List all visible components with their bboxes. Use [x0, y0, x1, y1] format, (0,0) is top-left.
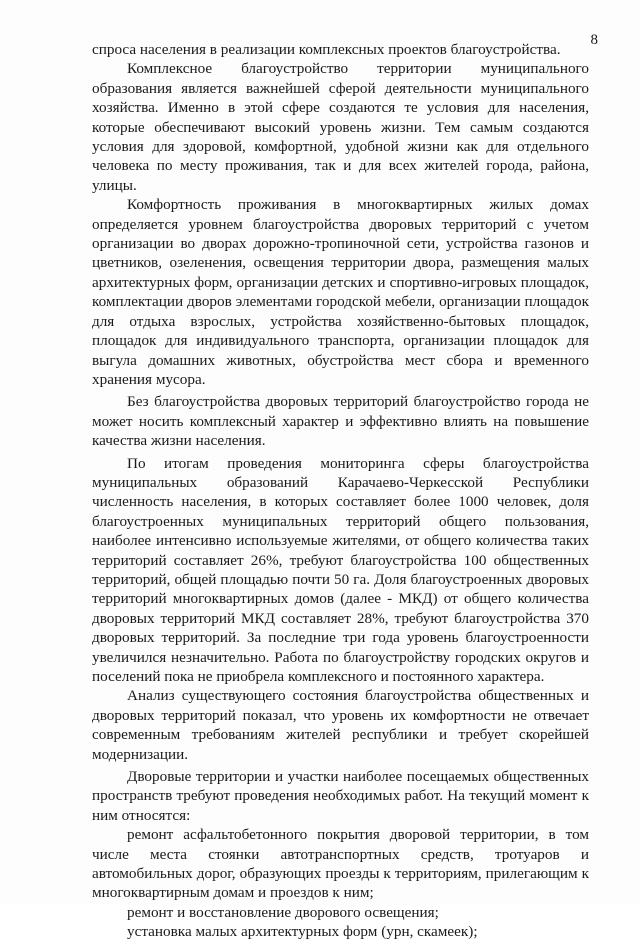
paragraph-5: По итогам проведения мониторинга сферы благоустройства муниципальных образований Карачаево-Черкесской Республики численность населения, в которых составляет более 1000 человек, доля благоустроенных муниципальных территорий общего пользования, наиболее интенсивно используемые жителями, от общего количества таких территорий составляет 26%, требуют благоустройства 100 общественных территорий, общей площадью почти 50 га. Доля благоустроенных дворовых территорий многоквартирных домов (далее - МКД) от общего количества дворовых территорий МКД составляет 28%, требуют благоустройства 370 дворовых территорий. За последние три года уровень благоустроенности увеличился незначительно. Работа по благоустройству городских округов и поселений пока не приобрела комплексного и постоянного характера. [92, 454, 589, 685]
paragraph-4: Без благоустройства дворовых территорий благоустройство города не может носить комплексный характер и эффективно влиять на повышение качества жизни населения. [92, 393, 589, 450]
list-item-2: ремонт и восстановление дворового освещения; [127, 903, 439, 921]
paragraph-1: спроса населения в реализации комплексных проектов благоустройства. [92, 41, 561, 58]
paragraph-7: Дворовые территории и участки наиболее посещаемых общественных пространств требуют проведения необходимых работ. На текущий момент к ним относятся: [92, 768, 589, 824]
paragraph-3: Комфортность проживания в многоквартирных жилых домах определяется уровнем благоустройства дворовых территорий с учетом организации во дворах дорожно-тропиночной сети, устройства газонов и цветников, озеленения, освещения территории двора, размещения малых архитектурных форм, организации детских и спортивно-игровых площадок, комплектации дворов элементами городской мебели, организации площадок для отдыха взрослых, устройства хозяйственно-бытовых площадок, площадок для индивидуального транспорта, организации площадок для выгула домашних животных, обустройства мест сбора и временного хранения мусора. [92, 196, 589, 388]
document-body [92, 40, 589, 942]
list-item-3: установка малых архитектурных форм (урн, скамеек); [127, 923, 478, 941]
page-number: 8 [590, 32, 598, 48]
paragraph-6: Анализ существующего состояния благоустройства общественных и дворовых территорий показал, что уровень их комфортности не отвечает современным требованиям жителей республики и требует скорейшей модернизации. [92, 687, 589, 763]
list-item-1: ремонт асфальтобетонного покрытия дворовой территории, в том числе места стоянки автотранспортных средств, тротуаров и автомобильных дорог, образующих проезды к территориям, прилегающим к многоквартирным домам и проездов к ним; [92, 826, 589, 902]
paragraph-2: Комплексное благоустройство территории муниципального образования является важнейшей сферой деятельности муниципального хозяйства. Именно в этой сфере создаются те условия для населения, которые обеспечивают высокий уровень жизни. Тем самым создаются условия для здоровой, комфортной, удобной жизни как для отдельного человека по месту проживания, так и для всех жителей города, района, улицы. [92, 60, 589, 194]
